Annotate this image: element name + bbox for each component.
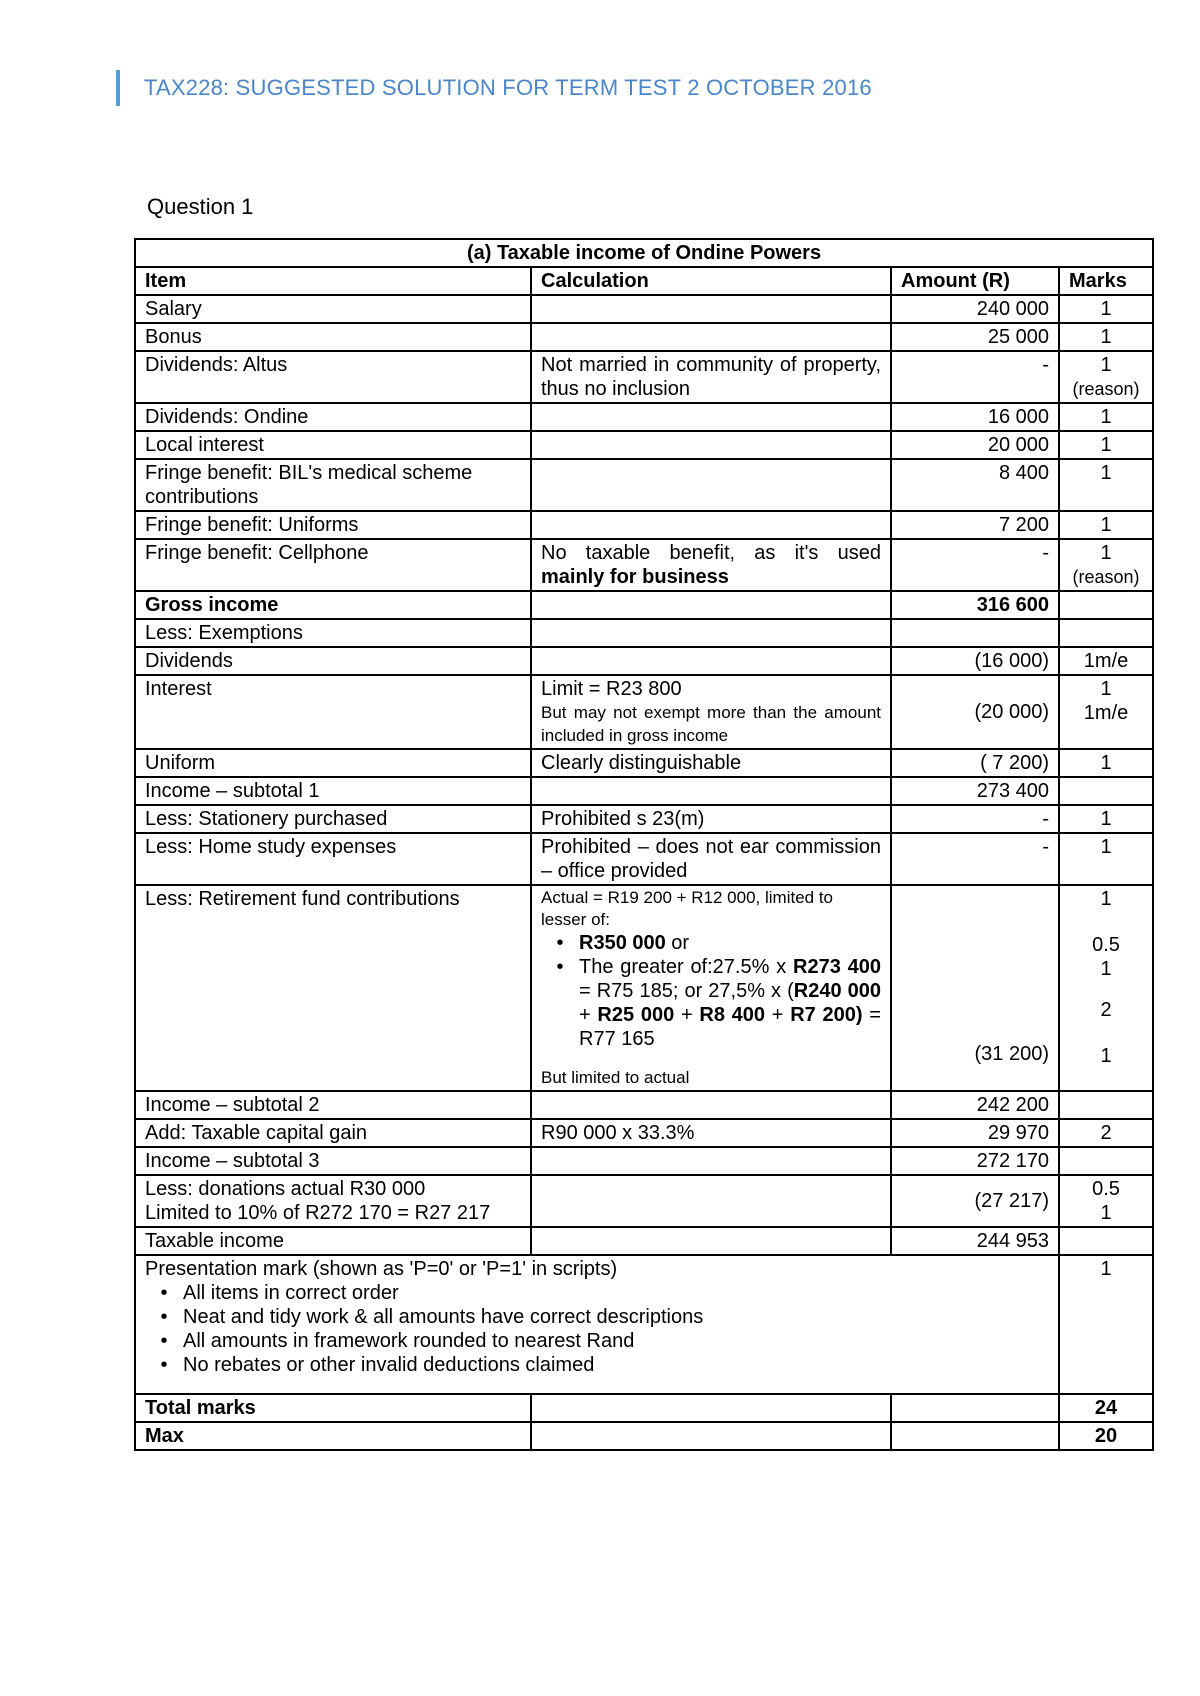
row-marks — [1059, 1147, 1153, 1175]
marks-value: 1 — [1100, 542, 1112, 564]
row-calc — [531, 323, 891, 351]
row-amount: (27 217) — [891, 1175, 1059, 1227]
row-item: Uniform — [135, 749, 531, 777]
table-title: (a) Taxable income of Ondine Powers — [135, 239, 1153, 267]
marks-value: 1 — [1100, 354, 1112, 376]
bullet-bold: R350 000 — [579, 932, 666, 954]
table-row — [135, 675, 1153, 749]
row-marks — [1059, 1227, 1153, 1255]
table-row — [135, 1119, 1153, 1147]
row-item: Local interest — [135, 431, 531, 459]
row-calc — [531, 1422, 891, 1450]
row-marks — [1059, 777, 1153, 805]
row-calc — [531, 459, 891, 511]
table-row — [135, 647, 1153, 675]
table-row — [135, 777, 1153, 805]
question-title: Question 1 — [147, 194, 254, 219]
table-row — [135, 749, 1153, 777]
bullet-text: Neat and tidy work & all amounts have correct descriptions — [183, 1306, 704, 1328]
calc-text: No taxable benefit, as it's used — [541, 542, 881, 564]
presentation-cell — [135, 1255, 1059, 1394]
row-marks: 1m/e — [1059, 647, 1153, 675]
bullet-text: All amounts in framework rounded to nearest Rand — [183, 1330, 635, 1352]
marks-value: 0.5 — [1092, 934, 1120, 956]
row-calc — [531, 431, 891, 459]
bullet-text: + — [674, 1004, 700, 1026]
bullet-text: The greater of:27.5% x — [579, 956, 793, 978]
row-marks: 20 — [1059, 1422, 1153, 1450]
row-marks: 1 — [1059, 431, 1153, 459]
row-marks: 1 — [1059, 749, 1153, 777]
row-calc — [531, 777, 891, 805]
row-amount: (20 000) — [891, 675, 1059, 749]
row-item: Income – subtotal 2 — [135, 1091, 531, 1119]
row-calc — [531, 647, 891, 675]
calc-intro: Actual = R19 200 + R12 000, limited to lesser of: — [541, 888, 834, 929]
row-marks: 1 — [1059, 1255, 1153, 1394]
row-item: Less: Home study expenses — [135, 833, 531, 885]
bullet-item — [541, 931, 881, 955]
row-item: Dividends: Altus — [135, 351, 531, 403]
row-amount: - — [891, 805, 1059, 833]
calc-note: But may not exempt more than the amount included in gross income — [541, 703, 881, 745]
bullet-bold: R25 000 — [597, 1004, 675, 1026]
item-line: Limited to 10% of R272 170 = R27 217 — [145, 1202, 491, 1224]
row-item — [135, 1175, 531, 1227]
marks-reason: (reason) — [1072, 567, 1140, 587]
calc-line: Limit = R23 800 — [541, 678, 682, 700]
row-calc — [531, 1091, 891, 1119]
bullet-text: All items in correct order — [183, 1282, 399, 1304]
row-item: Income – subtotal 3 — [135, 1147, 531, 1175]
table-row — [135, 323, 1153, 351]
bullet-text: = R75 185; or 27,5% x ( — [579, 980, 794, 1002]
row-amount — [891, 1394, 1059, 1422]
row-calc: Not married in community of property, thus no inclusion — [531, 351, 891, 403]
row-item: Bonus — [135, 323, 531, 351]
row-item: Dividends — [135, 647, 531, 675]
row-calc — [531, 295, 891, 323]
row-amount: 273 400 — [891, 777, 1059, 805]
row-marks: 1 — [1059, 805, 1153, 833]
marks-value: 0.5 — [1092, 1178, 1120, 1200]
row-item: Income – subtotal 1 — [135, 777, 531, 805]
row-item: Taxable income — [135, 1227, 531, 1255]
row-calc — [531, 1175, 891, 1227]
row-marks: 1 — [1059, 323, 1153, 351]
bullet-bold: R8 400 — [699, 1004, 766, 1026]
marks-value: 1 — [1100, 888, 1112, 910]
row-amount: 7 200 — [891, 511, 1059, 539]
row-calc: Prohibited s 23(m) — [531, 805, 891, 833]
row-amount: 8 400 — [891, 459, 1059, 511]
row-calc — [531, 619, 891, 647]
table-row — [135, 591, 1153, 619]
bullet-text: + — [765, 1004, 791, 1026]
row-calc: Prohibited – does not ear commission – office provided — [531, 833, 891, 885]
marks-value: 1 — [1100, 958, 1112, 980]
row-amount: (31 200) — [891, 885, 1059, 1091]
marks-value: 1 — [1100, 678, 1112, 700]
row-calc — [531, 403, 891, 431]
presentation-title: Presentation mark (shown as 'P=0' or 'P=1' in scripts) — [145, 1258, 618, 1280]
calc-text-bold: mainly for business — [541, 566, 729, 588]
table-row — [135, 1394, 1153, 1422]
bullet-bold: R273 400 — [793, 956, 881, 978]
bullet-item — [145, 1305, 1049, 1329]
table-row — [135, 1227, 1153, 1255]
table-row — [135, 1147, 1153, 1175]
row-amount: 316 600 — [891, 591, 1059, 619]
bullet-bold: R240 000 — [793, 980, 881, 1002]
column-header-item: Item — [135, 267, 531, 295]
page-header — [116, 70, 872, 106]
header-title: TAX228: SUGGESTED SOLUTION FOR TERM TEST 2 OCTOBER 2016 — [144, 75, 872, 100]
row-marks — [1059, 675, 1153, 749]
row-amount: 20 000 — [891, 431, 1059, 459]
table-row — [135, 431, 1153, 459]
table-row — [135, 403, 1153, 431]
row-item: Max — [135, 1422, 531, 1450]
taxable-income-table — [134, 238, 1154, 1451]
bullet-dot: • — [160, 1306, 168, 1328]
marks-value: 1 — [1100, 1202, 1112, 1224]
row-item: Less: Exemptions — [135, 619, 531, 647]
row-calc — [531, 1147, 891, 1175]
row-item: Gross income — [135, 591, 531, 619]
row-marks — [1059, 1091, 1153, 1119]
table-row — [135, 459, 1153, 511]
row-calc — [531, 675, 891, 749]
bullet-item — [541, 955, 881, 1051]
column-header-marks: Marks — [1059, 267, 1153, 295]
table-row — [135, 885, 1153, 1091]
row-calc — [531, 511, 891, 539]
header-accent-bar — [116, 70, 120, 106]
row-marks: 2 — [1059, 1119, 1153, 1147]
row-marks — [1059, 591, 1153, 619]
bullet-dot: • — [160, 1282, 168, 1304]
bullet-item — [145, 1353, 1049, 1377]
table-row — [135, 1175, 1153, 1227]
row-marks — [1059, 885, 1153, 1091]
row-amount: - — [891, 351, 1059, 403]
row-amount: 25 000 — [891, 323, 1059, 351]
row-calc — [531, 1227, 891, 1255]
bullet-dot: • — [160, 1354, 168, 1376]
bullet-bold: R7 200) — [790, 1004, 863, 1026]
row-marks: 1 — [1059, 403, 1153, 431]
table-row — [135, 1422, 1153, 1450]
row-marks — [1059, 539, 1153, 591]
row-marks — [1059, 619, 1153, 647]
bullet-text: or — [665, 932, 690, 954]
row-item: Less: Retirement fund contributions — [135, 885, 531, 1091]
table-row — [135, 805, 1153, 833]
row-item: Fringe benefit: Uniforms — [135, 511, 531, 539]
row-calc — [531, 1394, 891, 1422]
table-header-row — [135, 267, 1153, 295]
table-row — [135, 539, 1153, 591]
row-item: Salary — [135, 295, 531, 323]
marks-value: 1m/e — [1083, 702, 1129, 724]
row-amount: - — [891, 833, 1059, 885]
row-item: Add: Taxable capital gain — [135, 1119, 531, 1147]
row-calc: Clearly distinguishable — [531, 749, 891, 777]
bullet-dot: • — [160, 1330, 168, 1352]
bullet-item — [145, 1281, 1049, 1305]
marks-value: 1 — [1100, 1045, 1112, 1067]
bullet-dot: • — [556, 932, 564, 954]
table-row — [135, 833, 1153, 885]
row-amount: 29 970 — [891, 1119, 1059, 1147]
table-row — [135, 619, 1153, 647]
table-row — [135, 351, 1153, 403]
presentation-row — [135, 1255, 1153, 1394]
row-amount: (16 000) — [891, 647, 1059, 675]
row-marks — [1059, 1175, 1153, 1227]
marks-reason: (reason) — [1072, 379, 1140, 399]
row-amount — [891, 619, 1059, 647]
row-item: Dividends: Ondine — [135, 403, 531, 431]
table-row — [135, 511, 1153, 539]
bullet-text: = R77 165 — [579, 1004, 881, 1050]
row-item: Less: Stationery purchased — [135, 805, 531, 833]
bullet-dot: • — [556, 956, 564, 978]
table-row — [135, 1091, 1153, 1119]
row-item: Fringe benefit: BIL's medical scheme contributions — [135, 459, 531, 511]
row-amount: 272 170 — [891, 1147, 1059, 1175]
row-item: Interest — [135, 675, 531, 749]
row-calc — [531, 539, 891, 591]
row-marks: 1 — [1059, 459, 1153, 511]
bullet-item — [145, 1329, 1049, 1353]
row-marks: 1 — [1059, 295, 1153, 323]
row-marks — [1059, 351, 1153, 403]
row-marks: 24 — [1059, 1394, 1153, 1422]
row-calc — [531, 885, 891, 1091]
row-amount: - — [891, 539, 1059, 591]
row-marks: 1 — [1059, 511, 1153, 539]
row-calc: R90 000 x 33.3% — [531, 1119, 891, 1147]
row-marks: 1 — [1059, 833, 1153, 885]
row-item: Fringe benefit: Cellphone — [135, 539, 531, 591]
row-item: Total marks — [135, 1394, 531, 1422]
row-amount: 240 000 — [891, 295, 1059, 323]
marks-value: 2 — [1100, 999, 1112, 1021]
table-row — [135, 295, 1153, 323]
column-header-amount: Amount (R) — [891, 267, 1059, 295]
column-header-calculation: Calculation — [531, 267, 891, 295]
row-amount — [891, 1422, 1059, 1450]
row-calc — [531, 591, 891, 619]
item-line: Less: donations actual R30 000 — [145, 1178, 426, 1200]
row-amount: 244 953 — [891, 1227, 1059, 1255]
row-amount: 16 000 — [891, 403, 1059, 431]
row-amount: 242 200 — [891, 1091, 1059, 1119]
bullet-text: No rebates or other invalid deductions claimed — [183, 1354, 595, 1376]
calc-note: But limited to actual — [541, 1068, 690, 1087]
bullet-text: + — [579, 1004, 598, 1026]
row-amount: ( 7 200) — [891, 749, 1059, 777]
